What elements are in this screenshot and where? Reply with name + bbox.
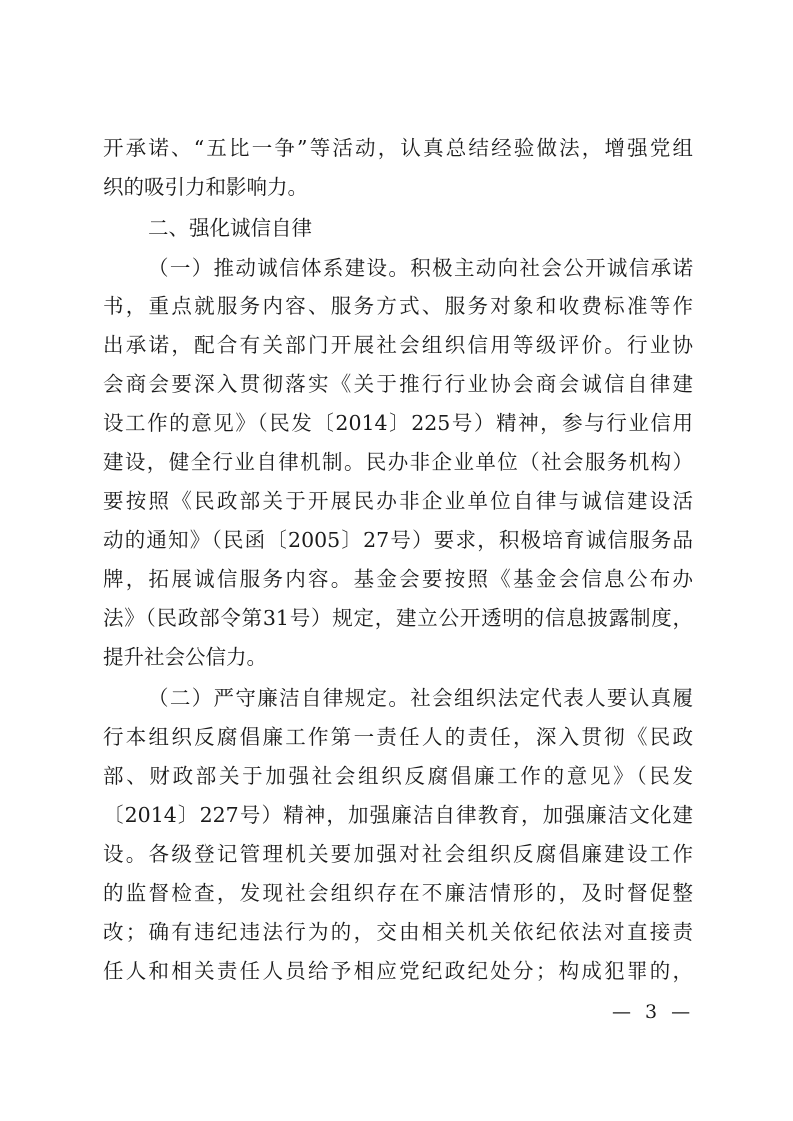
paragraph-line: （二）严守廉洁自律规定。社会组织法定代表人要认真履 (148, 686, 693, 710)
paragraph-line: 动的通知》（民函〔2005〕27号）要求，积极培育诚信服务品 (103, 528, 693, 552)
paragraph-line: 出承诺，配合有关部门开展社会组织信用等级评价。行业协 (103, 333, 693, 357)
text-line: 开承诺、“五比一争”等活动，认真总结经验做法，增强党组 (103, 136, 693, 160)
paragraph-line: 改；确有违纪违法行为的，交由相关机关依纪依法对直接责 (103, 920, 693, 944)
paragraph-line: 提升社会公信力。 (103, 645, 267, 669)
section-heading: 二、强化诚信自律 (148, 216, 312, 240)
paragraph-line: 设。各级登记管理机关要加强对社会组织反腐倡廉建设工作 (103, 842, 693, 866)
text-line: 织的吸引力和影响力。 (103, 175, 308, 199)
paragraph-line: 的监督检查，发现社会组织存在不廉洁情形的，及时督促整 (103, 881, 693, 905)
paragraph-line: 牌，拓展诚信服务内容。基金会要按照《基金会信息公布办 (103, 567, 693, 591)
paragraph-line: （一）推动诚信体系建设。积极主动向社会公开诚信承诺 (148, 256, 693, 280)
page-number: — 3 — (612, 1001, 695, 1023)
paragraph-line: 〔2014〕227号）精神，加强廉洁自律教育，加强廉洁文化建 (103, 803, 693, 827)
paragraph-line: 行本组织反腐倡廉工作第一责任人的责任，深入贯彻《民政 (103, 725, 693, 749)
paragraph-line: 会商会要深入贯彻落实《关于推行行业协会商会诚信自律建 (103, 372, 693, 396)
paragraph-line: 法》（民政部令第31号）规定，建立公开透明的信息披露制度， (103, 606, 693, 630)
paragraph-line: 书，重点就服务内容、服务方式、服务对象和收费标准等作 (103, 294, 693, 318)
paragraph-line: 建设，健全行业自律机制。民办非企业单位（社会服务机构） (103, 450, 693, 474)
paragraph-line: 部、财政部关于加强社会组织反腐倡廉工作的意见》（民发 (103, 764, 693, 788)
paragraph-line: 设工作的意见》（民发〔2014〕225号）精神，参与行业信用 (103, 411, 693, 435)
paragraph-line: 任人和相关责任人员给予相应党纪政纪处分；构成犯罪的， (103, 959, 693, 983)
paragraph-line: 要按照《民政部关于开展民办非企业单位自律与诚信建设活 (103, 489, 693, 513)
